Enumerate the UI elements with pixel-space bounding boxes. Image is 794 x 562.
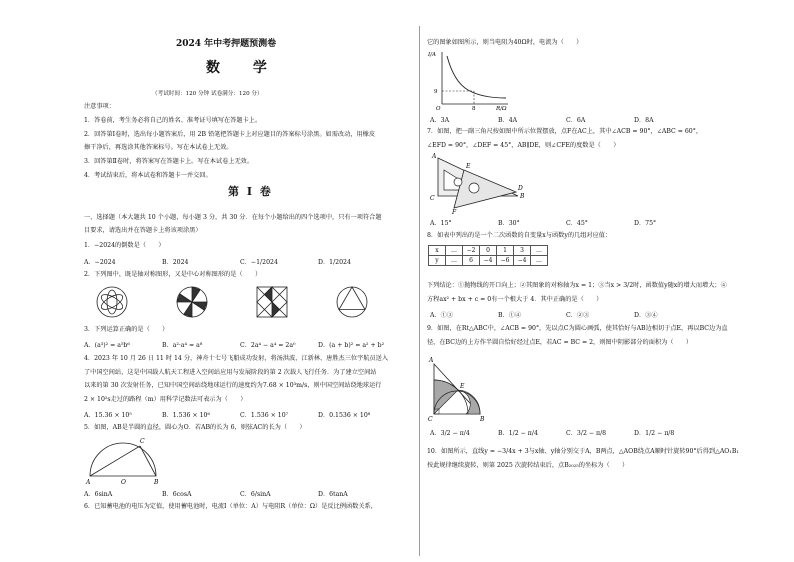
q5-option-c[interactable]: C．6/sinA	[240, 491, 271, 498]
q8-value-table	[428, 245, 548, 266]
exam-title: 2024 年中考押题预测卷	[176, 39, 277, 49]
q6-option-b[interactable]: B．4A	[498, 117, 518, 124]
q2-figure-d[interactable]	[337, 287, 367, 317]
q9-option-a[interactable]: A．3/2 − π/4	[430, 430, 470, 437]
table-cell: 0	[480, 246, 497, 256]
table-cell: x	[429, 246, 446, 256]
q7-option-a[interactable]: A．15°	[430, 220, 452, 227]
q9-option-d[interactable]: D．1/2 − π/8	[634, 430, 675, 437]
table-cell: …	[531, 256, 548, 266]
q8-stem: 8．如表中列出的是一个二次函数的自变量x与函数y的几组对应值：	[427, 232, 612, 239]
q7-label-a: A	[432, 153, 437, 160]
q2-stem: 2．下列图中，既是轴对称图形，又是中心对称图形的是（ ）	[84, 271, 262, 278]
q9-line: 径，在BC边的上方作半圆自恰好经过点E，若AC = BC = 2，则图中阴影部分的面积为（ ）	[427, 339, 693, 346]
q6-y-tick: 9	[434, 89, 438, 95]
q7-label-d: D	[518, 185, 523, 192]
q7-option-b[interactable]: B．30°	[498, 220, 520, 227]
q5-label-o: O	[121, 479, 126, 486]
q9-option-c[interactable]: C．3/2 − π/8	[566, 430, 607, 437]
q7-label-e: E	[466, 163, 471, 170]
q6-y-axis-label: I/A	[428, 52, 436, 58]
q4-option-d[interactable]: D．0.1536 × 10⁸	[318, 412, 371, 419]
q8-option-c[interactable]: C．②③	[566, 312, 590, 319]
right-column	[420, 0, 794, 562]
q3-stem: 3．下列运算正确的是（ ）	[84, 326, 169, 333]
q6-option-c[interactable]: C．6A	[566, 117, 586, 124]
q10-line: 10．如图所示，直线y = −3/4x + 3与x轴、y轴分别交于A，B两点，△AOB绕点A顺时针旋转90°后得到△AO₁B₁	[427, 448, 739, 455]
q7-label-f: F	[452, 209, 457, 216]
table-cell: 3	[514, 246, 531, 256]
q6-continued: 它的图象如图所示，则当电阻为40Ω时，电流为（ ）	[427, 39, 583, 46]
table-row	[429, 246, 548, 256]
q3-option-a[interactable]: A．(a³)² = a⁵b⁶	[84, 342, 130, 349]
table-cell: −2	[463, 246, 480, 256]
q7-option-c[interactable]: C．45°	[566, 220, 588, 227]
q10-line: 按此规律继续旋转，则第 2025 次旋转结束后，点B₂₀₂₅的坐标为（ ）	[427, 462, 629, 469]
q2-figure-a[interactable]	[97, 287, 127, 317]
q8-conclusions: 下列结论：①抛物线的开口向上；②其图象的对称轴为x = 1；③当x > 3/2时，函数值y随x的增大而增大；④	[427, 282, 727, 289]
q4-line: 以来的第 30 次发射任务，已知中国空间站绕地球运行的速度约为7.68 × 10³m/s，则中国空间站绕地球运行	[84, 382, 382, 389]
q7-line: ∠EFD = 90°，∠DEF = 45°，AB∥DE，则∠CFE的度数是（ ）	[427, 142, 620, 149]
q6-stem: 6．已知蓄电池的电压为定值，使用蓄电池时，电流I（单位：A）与电阻R（单位：Ω）是反比例函数关系，	[84, 503, 377, 510]
subject-title: 数 学	[206, 60, 281, 76]
table-row	[429, 256, 548, 266]
q9-label-a: A	[429, 357, 434, 364]
q9-label-c: C	[428, 416, 433, 423]
q3-option-b[interactable]: B．a²·a⁴ = a⁸	[162, 342, 203, 349]
q8-option-b[interactable]: B．①④	[498, 312, 522, 319]
q1-option-c[interactable]: C．−1/2024	[240, 259, 278, 266]
notice-item: 3．回答第Ⅱ卷时，将答案写在答题卡上。写在本试卷上无效。	[84, 158, 254, 165]
q9-label-e: E	[460, 383, 465, 390]
q6-graph	[428, 48, 518, 110]
q7-triangles-figure	[430, 152, 530, 214]
q1-option-a[interactable]: A．−2024	[84, 259, 116, 266]
part-one-instruction: 目要求，请选出并在答题卡上将该项涂黑）	[84, 227, 202, 234]
q4-option-b[interactable]: B．1.536 × 10⁶	[162, 412, 210, 419]
q9-option-b[interactable]: B．1/2 − π/4	[498, 430, 538, 437]
q8-option-a[interactable]: A．①③	[430, 312, 454, 319]
table-cell: y	[429, 256, 446, 266]
q9-shaded-figure	[428, 350, 488, 422]
table-cell: −4	[480, 256, 497, 266]
q6-option-d[interactable]: D．8A	[634, 117, 654, 124]
q4-line: 了中国空间站，这是中国载人航天工程进入空间站应用与发展阶段的第 2 次载人飞行任务．为了建立空间站	[84, 369, 377, 376]
q6-x-tick: 8	[472, 106, 476, 112]
q2-figure-b[interactable]	[177, 287, 207, 317]
notice-item: 擦干净后，再选涂其他答案标号。写在本试卷上无效。	[84, 144, 233, 151]
q2-figures	[94, 284, 394, 324]
q5-stem: 5．如图，AB是半圆的直径，圆心为O．若AB的长为 6，则弦AC的长为（ ）	[84, 424, 306, 431]
q8-conclusions: 方程ax² + bx + c = 0有一个根大于 4．其中正确的是（ ）	[427, 296, 603, 303]
q3-option-d[interactable]: D．(a + b)² = a² + b²	[318, 342, 385, 349]
q5-option-b[interactable]: B．6cosA	[162, 491, 192, 498]
q1-option-b[interactable]: B．2024	[162, 259, 189, 266]
q1-stem: 1．−2024的倒数是（ ）	[84, 242, 165, 249]
notice-item: 4．考试结束后，将本试卷和答题卡一并交回。	[84, 172, 212, 179]
q8-option-d[interactable]: D．③④	[634, 312, 658, 319]
table-cell: …	[446, 256, 463, 266]
q7-label-b: B	[520, 193, 525, 200]
q2-figure-c[interactable]	[257, 287, 287, 317]
q9-line: 9．如图，在Rt△ABC中，∠ACB = 90°，先以点C为圆心画弧，使其恰好与AB边相切于点E，再以BC边为直	[427, 325, 728, 332]
q7-label-c: C	[430, 195, 435, 202]
q3-option-c[interactable]: C．2a⁴ − a⁴ = 2a⁰	[240, 342, 296, 349]
q4-line: 2 × 10²s走过的路程（m）用科学记数法可表示为（ ）	[84, 396, 247, 403]
q5-option-d[interactable]: D．6tanA	[318, 491, 348, 498]
table-cell: …	[531, 246, 548, 256]
q5-option-a[interactable]: A．6sinA	[84, 491, 113, 498]
q5-label-c: C	[140, 438, 145, 445]
notice-item: 2．回答第Ⅰ卷时，选出每小题答案后，用 2B 铅笔把答题卡上对应题目的答案标号涂黑。如需改动，用橡皮	[84, 131, 376, 138]
q5-semicircle-figure	[86, 434, 166, 484]
table-cell: …	[446, 246, 463, 256]
table-cell: 1	[497, 246, 514, 256]
q9-label-b: B	[480, 416, 485, 423]
q7-line: 7．如图，把一副三角尺按如图中所示位置摆放，点F在AC上，其中∠ACB = 90°，∠ABC = 60°，	[427, 128, 703, 135]
q5-label-a: A	[86, 479, 91, 486]
q4-line: 4．2023 年 10 月 26 日 11 时 14 分，神舟十七号飞船成功发射，将汤洪波、江新林、唐胜杰三位宇航员送入	[84, 355, 389, 362]
table-cell: −6	[497, 256, 514, 266]
q6-x-axis-label: R/Ω	[496, 106, 507, 112]
q4-option-a[interactable]: A．15.36 × 10⁵	[84, 412, 132, 419]
section-title: 第 Ⅰ 卷	[228, 185, 273, 198]
q1-option-d[interactable]: D．1/2024	[318, 259, 351, 266]
q6-origin: O	[436, 106, 441, 112]
q5-label-b: B	[154, 479, 159, 486]
notice-item: 1．答卷前，考生务必将自己的姓名、准考证号填写在答题卡上。	[84, 117, 262, 124]
q7-option-d[interactable]: D．75°	[634, 220, 657, 227]
part-one-instruction: 一、选择题（本大题共 10 个小题，每小题 3 分，共 30 分．在每个小题给出的四个选项中，只有一项符合题	[84, 214, 382, 221]
q6-option-a[interactable]: A．3A	[430, 117, 450, 124]
table-cell: 6	[463, 256, 480, 266]
time-note: （考试时间：120 分钟 试卷满分：120 分）	[152, 91, 263, 97]
q4-option-c[interactable]: C．1.536 × 10⁷	[240, 412, 289, 419]
table-cell: −4	[514, 256, 531, 266]
notice-heading: 注意事项：	[84, 103, 115, 110]
